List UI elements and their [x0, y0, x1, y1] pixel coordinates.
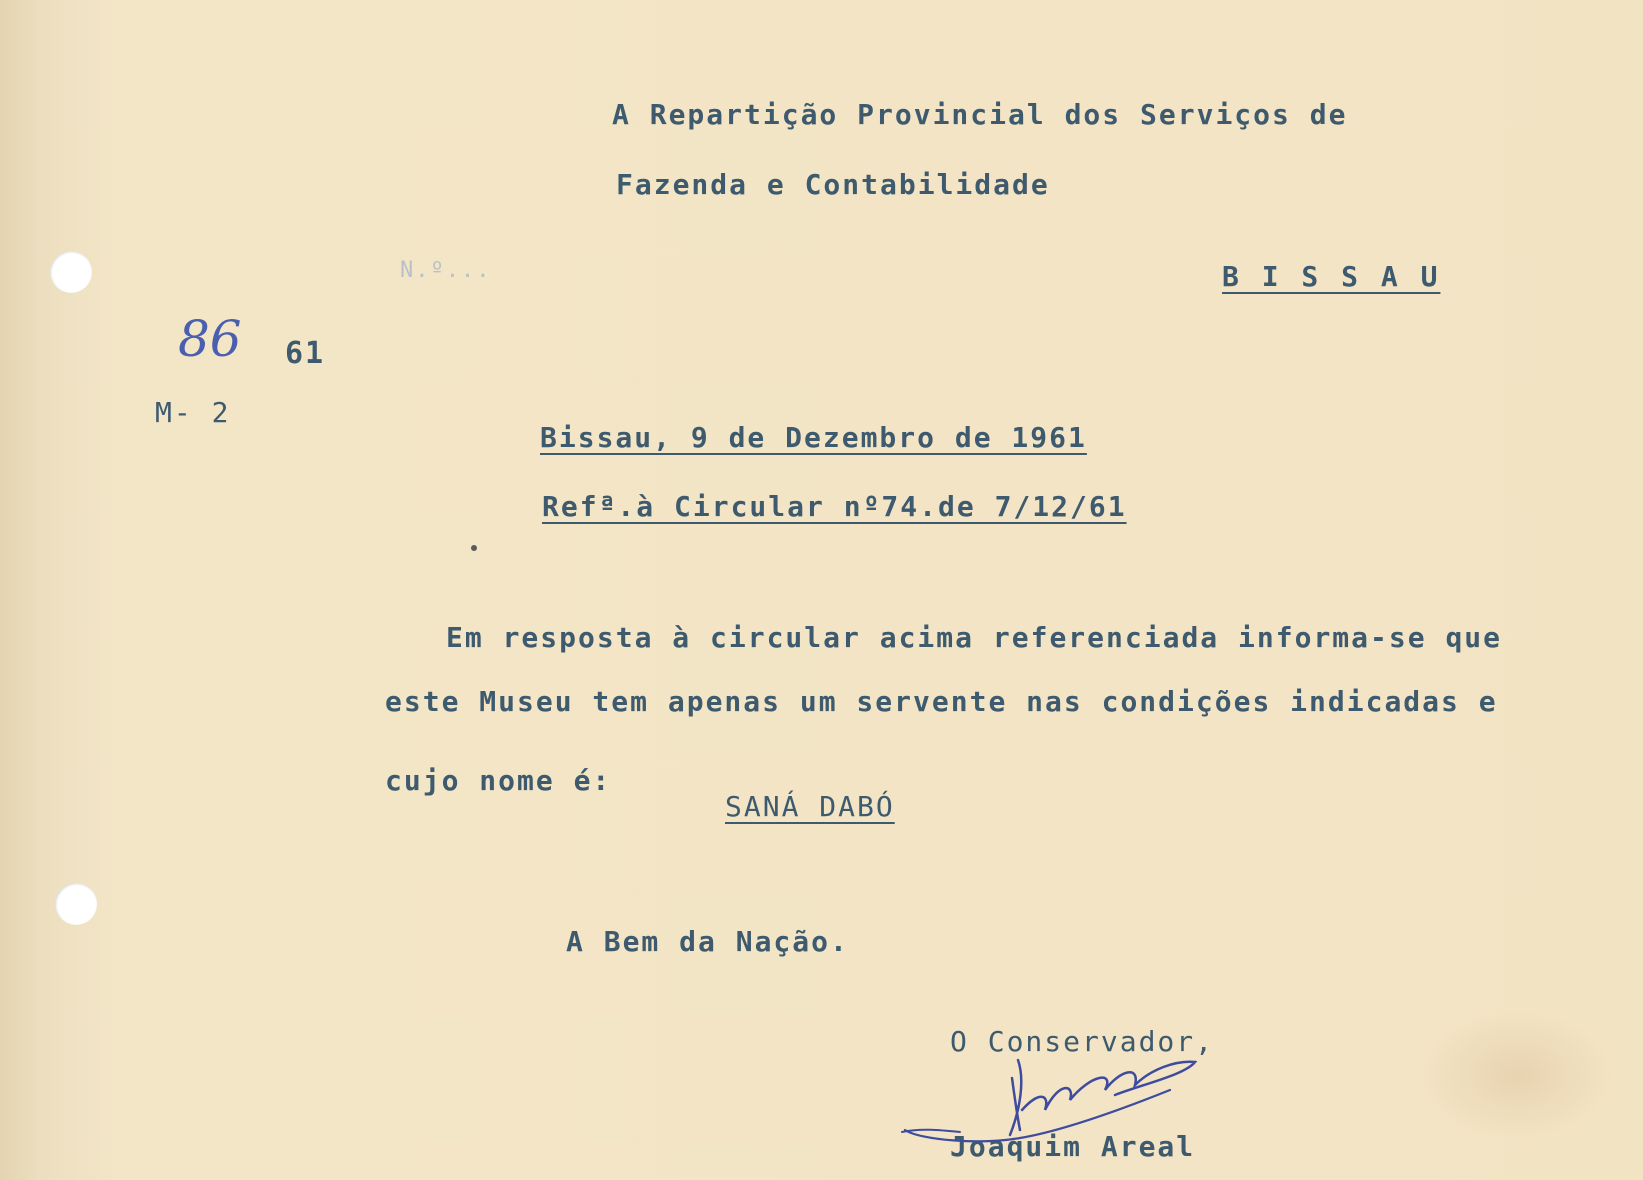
faint-stamp: N.º...: [400, 258, 492, 283]
body-line-1: Em resposta à circular acima referenciada informa-se que: [446, 621, 1503, 654]
ink-speck: [471, 545, 477, 551]
addressee-line-2: Fazenda e Contabilidade: [616, 168, 1050, 201]
handwritten-signature: [900, 1040, 1230, 1160]
handwritten-file-number: 86: [178, 310, 242, 368]
body-line-3: cujo nome é:: [385, 764, 612, 797]
addressee-line-1: A Repartição Provincial dos Serviços de: [612, 98, 1348, 131]
signatory-name: Joaquim Areal: [950, 1130, 1196, 1163]
employee-name: SANÁ DABÓ: [725, 790, 895, 823]
punch-hole-bottom: [55, 883, 97, 925]
punch-hole-top: [50, 251, 92, 293]
date-line: Bissau, 9 de Dezembro de 1961: [540, 421, 1087, 454]
signatory-title: O Conservador,: [950, 1025, 1215, 1058]
typed-year-number: 61: [285, 336, 326, 371]
closing-salutation: A Bem da Nação.: [566, 925, 849, 958]
marker-code: M- 2: [155, 396, 231, 429]
addressee-city: B I S S A U: [1222, 260, 1441, 293]
body-line-2: este Museu tem apenas um servente nas condições indicadas e: [385, 685, 1498, 718]
circular-reference: Refª.à Circular nº74.de 7/12/61: [542, 490, 1127, 523]
paper-stain: [1423, 1010, 1613, 1140]
page-edge-shading: [0, 0, 120, 1180]
